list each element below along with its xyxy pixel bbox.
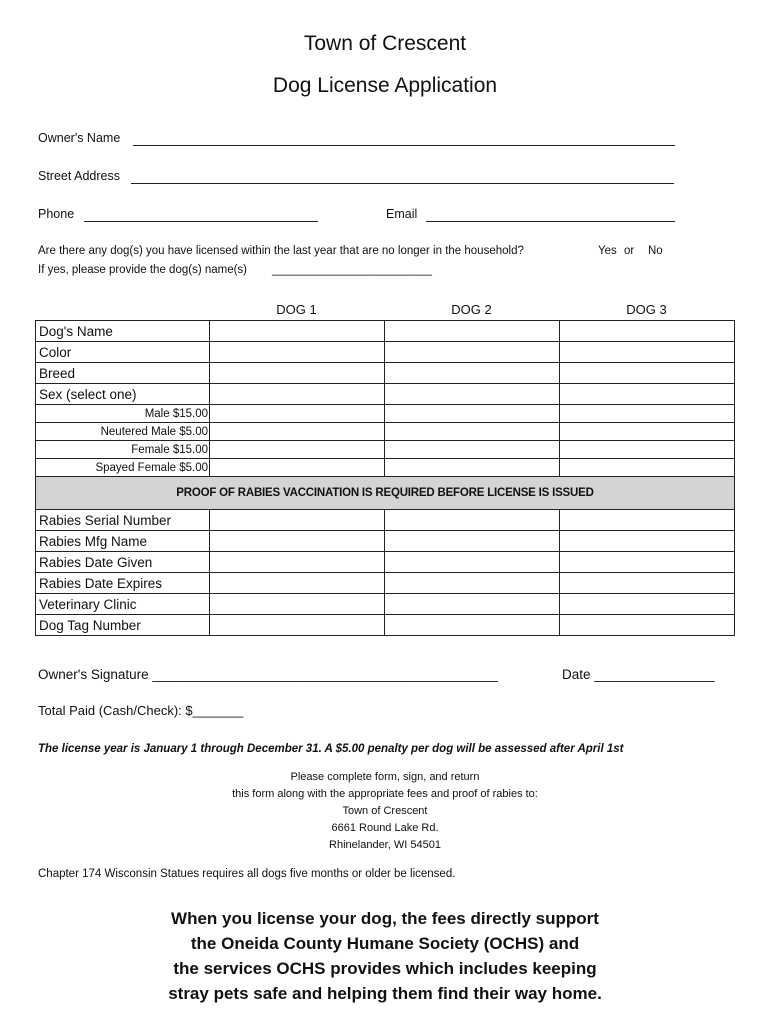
return-line-4: 6661 Round Lake Rd. [331,822,439,834]
dog2-female-cell[interactable] [385,441,560,459]
email-field[interactable] [426,207,675,222]
dog-license-table [35,320,735,636]
dog3-serial-cell[interactable] [560,510,735,531]
dog2-date-expires-cell[interactable] [385,573,560,594]
support-line-4: stray pets safe and helping them find their way home. [168,984,602,1003]
dog3-tag-cell[interactable] [560,615,735,636]
dog3-date-given-cell[interactable] [560,552,735,573]
dog1-male-cell[interactable] [210,405,385,423]
dog2-sex-cell [385,384,560,405]
dog1-neutered-cell[interactable] [210,423,385,441]
dog2-clinic-cell[interactable] [385,594,560,615]
table-row [36,441,735,459]
dog3-neutered-cell[interactable] [560,423,735,441]
table-row [36,384,735,405]
dog1-sex-cell [210,384,385,405]
owners-name-label: Owner's Name [38,131,121,145]
dog2-male-cell[interactable] [385,405,560,423]
return-line-3: Town of Crescent [342,805,428,817]
dog3-clinic-cell[interactable] [560,594,735,615]
prior-dogs-names-prompt: If yes, please provide the dog(s) name(s) [38,264,248,276]
row-label-dogs-name: Dog's Name [36,321,210,342]
town-title: Town of Crescent [303,32,467,55]
dog3-male-cell[interactable] [560,405,735,423]
street-address-field[interactable] [131,169,674,184]
owners-name-field[interactable] [133,131,675,146]
row-label-rabies-date-given: Rabies Date Given [36,552,210,573]
dog2-color-cell[interactable] [385,342,560,363]
dog1-color-cell[interactable] [210,342,385,363]
dog1-spayed-cell[interactable] [210,459,385,477]
table-row [36,615,735,636]
support-line-2: the Oneida County Humane Society (OCHS) and [190,934,580,953]
table-row [36,423,735,441]
row-label-dog-tag: Dog Tag Number [36,615,210,636]
table-row [36,510,735,531]
dog3-date-expires-cell[interactable] [560,573,735,594]
sex-option-neutered-male: Neutered Male $5.00 [36,423,210,441]
dog2-name-cell[interactable] [385,321,560,342]
row-label-color: Color [36,342,210,363]
yes-option[interactable]: Yes [598,245,617,257]
sex-option-male: Male $15.00 [36,405,210,423]
rabies-banner: PROOF OF RABIES VACCINATION IS REQUIRED BEFORE LICENSE IS ISSUED [36,477,735,510]
dog1-date-expires-cell[interactable] [210,573,385,594]
column-dog-3: DOG 3 [626,302,667,317]
total-paid-field[interactable]: _______ [192,703,244,718]
table-row [36,573,735,594]
dog1-mfg-cell[interactable] [210,531,385,552]
dog2-tag-cell[interactable] [385,615,560,636]
table-row [36,363,735,384]
total-paid-label: Total Paid (Cash/Check): $ [38,703,193,718]
dog1-clinic-cell[interactable] [210,594,385,615]
email-label: Email [386,207,418,221]
owners-signature-label [38,667,498,682]
row-label-breed: Breed [36,363,210,384]
dog3-name-cell[interactable] [560,321,735,342]
phone-field[interactable] [84,207,318,222]
dog2-date-given-cell[interactable] [385,552,560,573]
dog3-color-cell[interactable] [560,342,735,363]
total-paid [38,703,243,718]
street-address-label: Street Address [38,169,120,183]
column-dog-2: DOG 2 [451,302,492,317]
sex-option-female: Female $15.00 [36,441,210,459]
support-line-1: When you license your dog, the fees directly support [171,909,599,928]
dog2-mfg-cell[interactable] [385,531,560,552]
table-row [36,405,735,423]
dog1-breed-cell[interactable] [210,363,385,384]
return-line-5: Rhinelander, WI 54501 [329,839,441,851]
dog1-date-given-cell[interactable] [210,552,385,573]
table-row [36,552,735,573]
row-label-rabies-mfg: Rabies Mfg Name [36,531,210,552]
row-label-rabies-date-expires: Rabies Date Expires [36,573,210,594]
sex-option-spayed-female: Spayed Female $5.00 [36,459,210,477]
form-title: Dog License Application [272,74,498,97]
table-row [36,531,735,552]
table-row [36,321,735,342]
license-year-notice: The license year is January 1 through December 31. A $5.00 penalty per dog will be assessed after April 1st [38,743,624,755]
dog3-female-cell[interactable] [560,441,735,459]
dog1-name-cell[interactable] [210,321,385,342]
or-text: or [624,245,635,257]
table-row [36,459,735,477]
return-line-1: Please complete form, sign, and return [290,771,480,783]
prior-dogs-question: Are there any dog(s) you have licensed within the last year that are no longer in the household? [38,245,524,257]
row-label-rabies-serial: Rabies Serial Number [36,510,210,531]
dog1-female-cell[interactable] [210,441,385,459]
statute-text: Chapter 174 Wisconsin Statues requires all dogs five months or older be licensed. [38,868,456,880]
dog2-neutered-cell[interactable] [385,423,560,441]
column-dog-1: DOG 1 [276,302,317,317]
table-row [36,477,735,510]
signature-field[interactable]: ______________________________________________ [152,667,498,682]
date-label-text: Date [562,667,591,682]
dog3-breed-cell[interactable] [560,363,735,384]
dog3-mfg-cell[interactable] [560,531,735,552]
no-option[interactable]: No [648,245,663,257]
dog1-serial-cell[interactable] [210,510,385,531]
dog1-tag-cell[interactable] [210,615,385,636]
prior-dogs-names-field[interactable]: _________________________ [272,264,432,276]
date-label [562,667,714,682]
row-label-veterinary-clinic: Veterinary Clinic [36,594,210,615]
dog2-spayed-cell[interactable] [385,459,560,477]
phone-label: Phone [38,207,75,221]
row-label-sex: Sex (select one) [36,384,210,405]
signature-label-text: Owner's Signature [38,667,149,682]
table-row [36,342,735,363]
dog3-sex-cell [560,384,735,405]
dog2-serial-cell[interactable] [385,510,560,531]
dog2-breed-cell[interactable] [385,363,560,384]
support-line-3: the services OCHS provides which includes keeping [173,959,597,978]
return-line-2: this form along with the appropriate fees and proof of rabies to: [232,788,538,800]
date-field[interactable]: ________________ [594,667,715,682]
dog3-spayed-cell[interactable] [560,459,735,477]
table-row [36,594,735,615]
